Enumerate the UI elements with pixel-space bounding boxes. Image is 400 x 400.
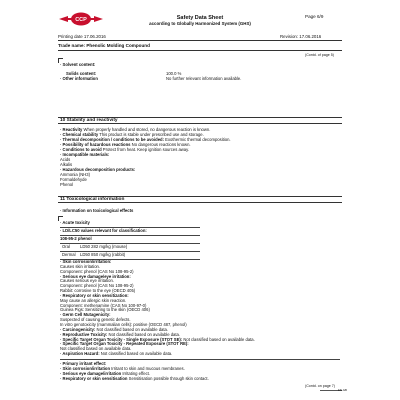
line-text: Alkalis bbox=[60, 162, 73, 167]
acute-toxicity-label: · Acute toxicity bbox=[60, 220, 90, 225]
footer-code: EN-GB bbox=[338, 388, 347, 392]
line-text: Protect from heat. Keep ignition sources away. bbox=[101, 147, 190, 152]
line-label: · Hazardous decomposition products: bbox=[60, 167, 136, 172]
line-label: · Serious eye damage/eye irritation: bbox=[60, 273, 131, 279]
ld-lc50-label: · LD/LC50 values relevant for classification: bbox=[60, 228, 147, 233]
section-divider bbox=[60, 359, 340, 360]
line-label: · Respiratory or skin sensitization: bbox=[60, 292, 129, 298]
line-text: Irritating effect. bbox=[121, 371, 151, 376]
line-label: · Carcinogenicity: bbox=[60, 326, 96, 332]
printing-date: Printing date 17.06.2016 bbox=[58, 34, 106, 39]
logo-text: CCP bbox=[75, 17, 87, 23]
line-text: No dangerous reactions known. bbox=[130, 142, 191, 147]
tox-info-label: · Information on toxicological effects bbox=[60, 208, 134, 213]
line-label: · Aspiration Hazard: bbox=[60, 351, 100, 357]
header-divider bbox=[58, 40, 342, 41]
tox-row-value: LD50 282 mg/kg (mouse) bbox=[80, 244, 128, 249]
line-text: Component: methenamine (CAS No 100-97-0) bbox=[60, 302, 147, 308]
line-label: · Possibility of hazardous reactions bbox=[60, 142, 131, 147]
line-text: Causes skin irritation. bbox=[60, 263, 101, 269]
line-text: Component: phenol (CAS No 108-95-2) bbox=[60, 268, 134, 274]
tox-row-value: LD50 850 mg/kg (rabbit) bbox=[80, 252, 126, 257]
line-label: · Serious eye damage/irritation bbox=[60, 371, 122, 376]
document-subtitle: according to Globally Harmonized System (GHS) bbox=[149, 21, 251, 26]
line-label: · Specific Target Organ Toxicity - Repeated Exposure (STOT RE): bbox=[60, 341, 189, 347]
revision-date: Revision: 17.06.2016 bbox=[280, 34, 322, 39]
line-label: · Germ Cell Mutagenicity: bbox=[60, 312, 111, 318]
line-label: · Thermal decomposition / conditions to be avoided: bbox=[60, 137, 164, 142]
line-label: · Skin corrosion/irritation bbox=[60, 366, 111, 371]
line-text: Suspected of causing genetic defects. bbox=[60, 317, 131, 323]
line-text: Not classified based on available data. bbox=[60, 346, 132, 352]
tox-row-route: Oral bbox=[62, 244, 70, 249]
trade-name: Trade name: Phenolic Molding Compound bbox=[58, 43, 150, 48]
line-label: · Skin corrosion/irritation: bbox=[60, 259, 112, 264]
section-11-heading: 11 Toxicological information bbox=[58, 196, 342, 203]
line-text: Irritant to skin and mucous membranes. bbox=[110, 366, 185, 371]
line-text: Ammonia (NH3) bbox=[60, 172, 91, 177]
line-label: · Respiratory or skin sensitisation bbox=[60, 376, 128, 381]
section-11-body bbox=[60, 260, 340, 357]
line-label: · Conditions to avoid bbox=[60, 147, 102, 152]
line-label: · Chemical stability bbox=[60, 132, 99, 137]
line-text: In vitro genotoxicity (mammalian cells): positive (OECD 487, phenol) bbox=[60, 321, 187, 327]
line-text: Not classified based on available data. bbox=[95, 326, 169, 332]
trade-divider bbox=[58, 50, 342, 51]
text-line bbox=[60, 352, 340, 357]
text-line bbox=[60, 377, 340, 382]
cas-label: 108-95-2 phenol bbox=[60, 236, 92, 241]
tox-row-route: Dermal bbox=[62, 252, 76, 257]
line-text: May cause an allergic skin reaction. bbox=[60, 297, 127, 303]
line-label: · Reproductive Toxicity: bbox=[60, 331, 108, 337]
line-text: Not classified based on available data. bbox=[99, 351, 173, 357]
solvent-label: · Solvent content: bbox=[60, 62, 96, 67]
line-label: · Reactivity bbox=[60, 127, 83, 132]
line-label: · Specific Target Organ Toxicity - Single Exposure (STOT SE): bbox=[60, 336, 183, 342]
line-text: Rabbit: corrosive to the eye (OECD 405) bbox=[60, 288, 136, 294]
section-10-heading: 10 Stability and reactivity bbox=[58, 117, 342, 124]
line-text: Acids bbox=[60, 157, 71, 162]
solids-value: 100.0 % bbox=[166, 71, 182, 76]
primary-irritant-body bbox=[60, 367, 340, 382]
line-text: This product is stable under prescribed use and storage. bbox=[98, 132, 204, 137]
line-text: Not classified based on available data. bbox=[107, 331, 181, 337]
section-10-body bbox=[60, 128, 340, 188]
document-title: Safety Data Sheet bbox=[176, 15, 224, 21]
line-text: Guinea Pigs: Sensitizing to the skin (OECD 406) bbox=[60, 307, 150, 313]
continued-from: (Contd. of page 5) bbox=[305, 53, 334, 57]
line-label: · Incompatible materials: bbox=[60, 152, 110, 157]
primary-irritant-label: · Primary irritant effect: bbox=[60, 361, 107, 366]
line-text: Phenol bbox=[60, 182, 74, 187]
line-text: Sensitisation possible through skin contact. bbox=[127, 376, 209, 381]
line-text: Exothermic thermal decomposition. bbox=[164, 137, 231, 142]
line-text: Causes serious eye irritation. bbox=[60, 278, 114, 284]
line-text: Component: phenol (CAS No 108-95-2) bbox=[60, 283, 134, 289]
text-line bbox=[60, 183, 340, 188]
line-text: Not classified based on available data. bbox=[182, 336, 255, 342]
solids-label: Solids content: bbox=[66, 71, 97, 76]
other-info-label: · Other information bbox=[60, 76, 98, 81]
line-text: Formaldehyde bbox=[60, 177, 87, 182]
page-number: Page 6/9 bbox=[305, 14, 324, 19]
line-text: When properly handled and stored, no dangerous reaction is known. bbox=[82, 127, 211, 132]
continued-on: (Contd. on page 7) bbox=[305, 384, 335, 388]
other-info-value: No further relevant information available. bbox=[166, 76, 242, 81]
